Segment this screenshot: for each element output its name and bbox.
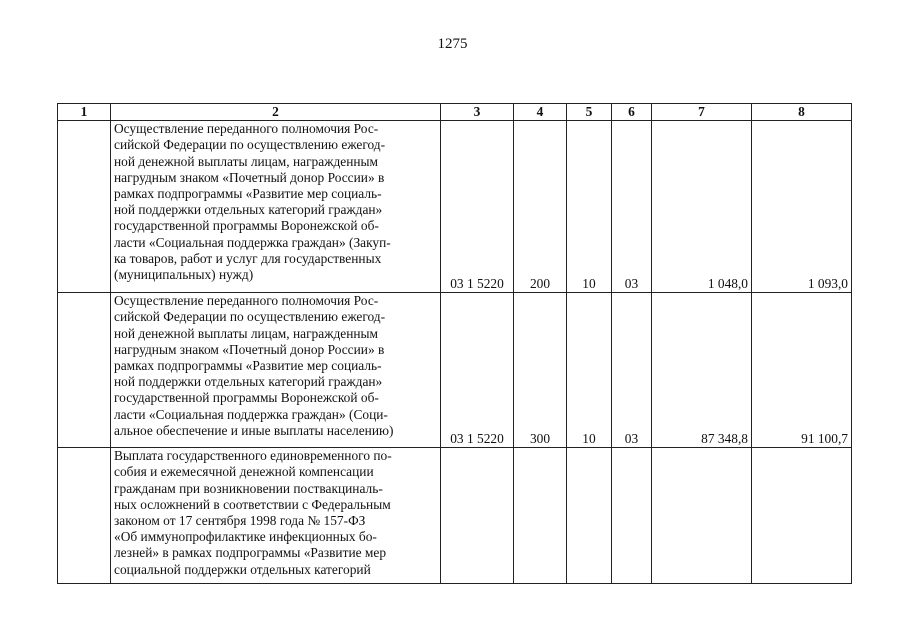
subsection-cell: 03 (612, 293, 652, 448)
section-cell: 10 (567, 293, 612, 448)
amount-cell-7: 1 048,0 (652, 121, 752, 293)
header-cell-6: 6 (612, 104, 652, 121)
header-cell-8: 8 (752, 104, 852, 121)
target-code-cell: 03 1 5220 (441, 293, 514, 448)
target-code-cell: 03 1 5220 (441, 121, 514, 293)
amount-cell-7 (652, 448, 752, 584)
amount-cell-8 (752, 448, 852, 584)
table-row (58, 293, 852, 448)
expense-type-cell: 300 (514, 293, 567, 448)
header-cell-1: 1 (58, 104, 111, 121)
row-number-cell (58, 121, 111, 293)
row-number-cell (58, 293, 111, 448)
amount-cell-8: 1 093,0 (752, 121, 852, 293)
row-number-cell (58, 448, 111, 584)
expense-type-cell: 200 (514, 121, 567, 293)
header-cell-7: 7 (652, 104, 752, 121)
description-cell: Выплата государственного единовременного по- собия и ежемесячной денежной компенсации гражданам при возникновении поствакциналь- ных осложнений в соответствии с Федеральным законом от 17 сентября 1998 года № 157-ФЗ «Об иммунопрофилактике инфекционных бо- лезней» в рамках подпрограммы «Развитие мер социальной поддержки отдельных категорий (111, 448, 441, 584)
header-cell-3: 3 (441, 104, 514, 121)
table-row (58, 121, 852, 293)
amount-cell-7: 87 348,8 (652, 293, 752, 448)
header-cell-4: 4 (514, 104, 567, 121)
page-number: 1275 (437, 36, 468, 52)
header-cell-2: 2 (111, 104, 441, 121)
budget-table (57, 103, 852, 584)
section-cell (567, 448, 612, 584)
expense-type-cell (514, 448, 567, 584)
subsection-cell: 03 (612, 121, 652, 293)
header-row (58, 104, 852, 121)
amount-cell-8: 91 100,7 (752, 293, 852, 448)
header-cell-5: 5 (567, 104, 612, 121)
table-row (58, 448, 852, 584)
subsection-cell (612, 448, 652, 584)
description-cell: Осуществление переданного полномочия Рос- сийской Федерации по осуществлению ежегод- ной денежной выплаты лицам, награжденным нагрудным знаком «Почетный донор России» в рамках подпрограммы «Развитие мер социаль- ной поддержки отдельных категорий граждан» государственной программы Воронежской об- ласти «Социальная поддержка граждан» (Соци- альное обеспечение и иные выплаты населению) (111, 293, 441, 448)
section-cell: 10 (567, 121, 612, 293)
description-cell: Осуществление переданного полномочия Рос- сийской Федерации по осуществлению ежегод- ной денежной выплаты лицам, награжденным нагрудным знаком «Почетный донор России» в рамках подпрограммы «Развитие мер социаль- ной поддержки отдельных категорий граждан» государственной программы Воронежской об- ласти «Социальная поддержка граждан» (Закуп- ка товаров, работ и услуг для государственных (муниципальных) нужд) (111, 121, 441, 293)
target-code-cell (441, 448, 514, 584)
